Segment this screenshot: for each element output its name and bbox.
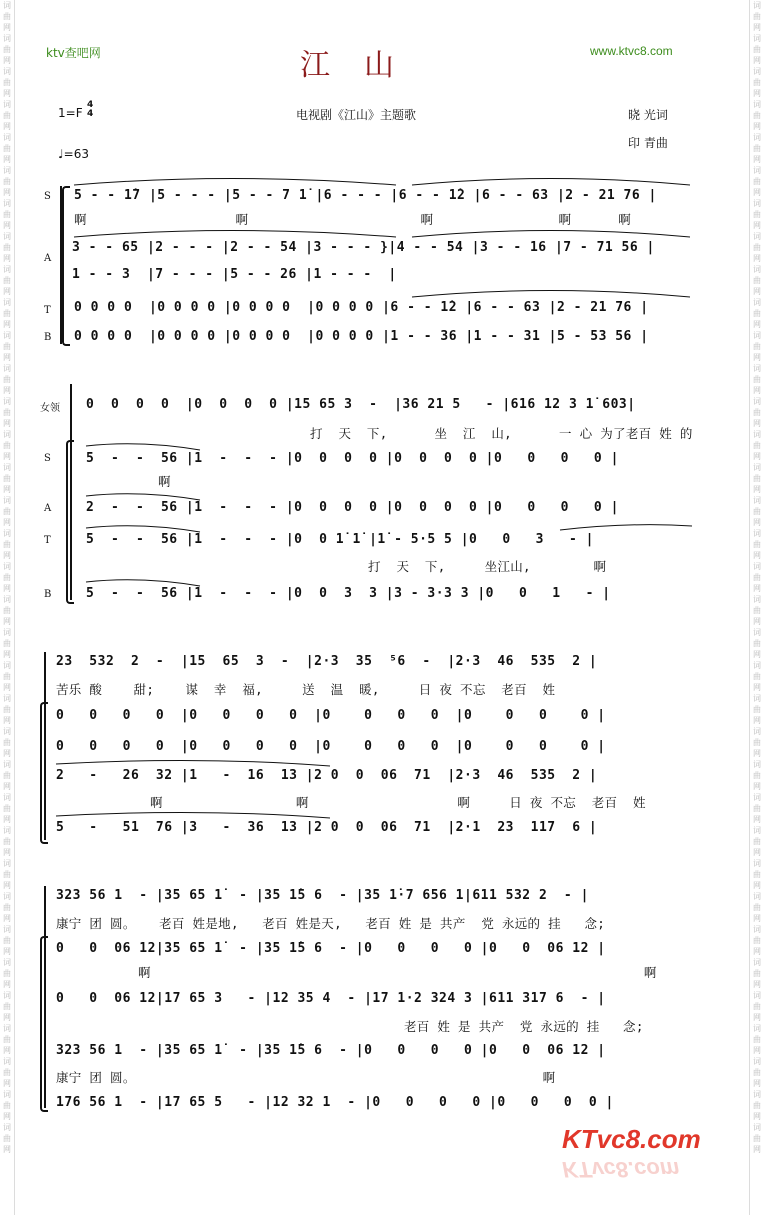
voice-label-a2: A (44, 503, 52, 514)
tempo-marking: ♩=63 (58, 147, 89, 161)
lyricist: 晓 光词 (628, 108, 668, 122)
system1-bracket (62, 186, 70, 346)
voice-label-s2: S (44, 453, 51, 464)
voice-label-s1: S (44, 191, 51, 202)
slur (412, 179, 690, 186)
voice-label-lead2: 女领 (40, 403, 60, 414)
system1-alto-upper-notes: 3 - - 65 |2 - - - |2 - - 54 |3 - - - }|4 - - 54 |3 - - 16 |7 - 71 56 | (72, 240, 655, 255)
site-url-right: www.ktvc8.com (590, 44, 673, 58)
system3-lead-lyric: 苦乐 酸 甜; 谋 幸 福, 送 温 暖, 日 夜 不忘 老百 姓 (56, 682, 556, 697)
slur (412, 231, 690, 238)
system4-bass-notes: 176 56 1 - |17 65 5 - |12 32 1 - |0 0 0 0 |0 0 0 0 | (56, 1095, 614, 1110)
system1-tenor-notes: 0 0 0 0 |0 0 0 0 |0 0 0 0 |0 0 0 0 |6 - - 1̇2 |6 - - 63 |2 - 21 76 | (74, 300, 649, 315)
system4-bracket (40, 936, 48, 1112)
system2-bracket (66, 440, 74, 604)
voice-label-t2: T (44, 535, 51, 546)
slur (86, 444, 200, 450)
time-signature-bottom: 4 (87, 109, 94, 119)
system3-bracket (40, 702, 48, 844)
system3-tenor-notes: 2 - 26 32 |1 - 16 13 |2 0 0 06 71 |2·3 46 535 2 | (56, 768, 598, 783)
system4-alto-lyric: 老百 姓 是 共产 党 永远的 挂 念; (404, 1019, 644, 1034)
system4-lead-lyric: 康宁 团 圆。 老百 姓是地, 老百 姓是天, 老百 姓 是 共产 党 永远的 挂 念; (56, 916, 606, 931)
voice-label-t1: T (44, 305, 51, 316)
system1-bass-notes: 0 0 0 0 |0 0 0 0 |0 0 0 0 |0 0 0 0 |1 - - 36 |1 - - 31 |5 - 53 56 | (74, 329, 649, 344)
subtitle: 电视剧《江山》主题歌 (296, 108, 417, 122)
slur (560, 525, 692, 530)
voice-label-b2: B (44, 589, 52, 600)
system1-alto-lower-notes: 1 - - 3 |7 - - - |5 - - 26 |1 - - - | (72, 267, 397, 282)
system3-lead-notes: 23 532 2 - |15 65 3 - |2·3 35 ⁵6 - |2·3 46 535 2 | (56, 654, 598, 669)
slur (56, 760, 330, 766)
system2-bass-notes: 5 - - 56 |1 - - - |0 0 3 3 |3 - 3·3 3 |0 0 1 - | (86, 586, 611, 601)
system2-soprano-lyric: 啊 (158, 474, 171, 489)
system2-soprano-notes: 5 - - 56 |1 - - - |0 0 0 0 |0 0 0 0 |0 0 0 0 | (86, 451, 619, 466)
system4-soprano-notes: 0 0 06 12|35 65 1̇ - |35 1̇5 6 - |0 0 0 0 |0 0 06 12 | (56, 941, 606, 956)
ktvc8-logo: KTvc8.com (562, 1124, 701, 1154)
system4-tenor-lyric: 康宁 团 圆。 啊 (56, 1070, 556, 1085)
system2-lead-lyric: 打 天 下, 坐 江 山, 一 心 为了老百 姓 的 (310, 426, 693, 441)
time-signature-top: 4 (87, 100, 94, 110)
system4-soprano-lyric: 啊 啊 (138, 965, 657, 980)
site-name-left: ktv查吧网 (46, 46, 101, 60)
right-border-watermark: 词曲网词曲网词曲网词曲网词曲网词曲网词曲网词曲网词曲网词曲网词曲网词曲网词曲网词曲网词曲网词曲网词曲网词曲网词曲网词曲网词曲网词曲网词曲网词曲网词曲网词曲网词曲网词曲网词曲网词曲网词曲网词曲网词曲网词曲网词曲网 (749, 0, 764, 1215)
system3-alto-notes: 0 0 0 0 |0 0 0 0 |0 0 0 0 |0 0 0 0 | (56, 739, 606, 754)
system2-alto-notes: 2 - - 56 |1 - - - |0 0 0 0 |0 0 0 0 |0 0 0 0 | (86, 500, 619, 515)
system2-lead-notes: 0 0 0 0 |0 0 0 0 |15 65 3 - |36 21 5 - |616 12 3 1̇ 603| (86, 397, 636, 412)
system3-soprano-notes: 0 0 0 0 |0 0 0 0 |0 0 0 0 |0 0 0 0 | (56, 708, 606, 723)
system1-soprano-notes: 5 - - 1̇7 |5 - - - |5 - - 7 1̇ |6 - - - |6 - - 1̇2 |6 - - 63 |2 - 21 76 | (74, 188, 657, 203)
slur (74, 231, 396, 238)
system4-tenor-notes: 323 56 1 - |35 65 1̇ - |35 1̇5 6 - |0 0 0 0 |0 0 06 12 | (56, 1043, 606, 1058)
system1-soprano-lyric: 啊 啊 啊 啊 啊 (74, 212, 632, 227)
key-signature: 1=F (58, 106, 83, 120)
composer: 印 青曲 (628, 136, 668, 150)
system3-tenor-lyric: 啊 啊 啊 日 夜 不忘 老百 姓 (150, 795, 646, 810)
system2-tenor-notes: 5 - - 56 |1 - - - |0 0 1̇ 1̇ |1̇ - 5·5 5 |0 0 3 - | (86, 532, 594, 547)
left-border-watermark: 词曲网词曲网词曲网词曲网词曲网词曲网词曲网词曲网词曲网词曲网词曲网词曲网词曲网词曲网词曲网词曲网词曲网词曲网词曲网词曲网词曲网词曲网词曲网词曲网词曲网词曲网词曲网词曲网词曲网词曲网词曲网词曲网词曲网词曲网词曲网 (0, 0, 15, 1215)
system3-bass-notes: 5 - 51 76 |3 - 36 13 |2 0 0 06 71 |2·1 23 117 6 | (56, 820, 598, 835)
voice-label-b1: B (44, 332, 52, 343)
slur (56, 812, 330, 818)
system2-tenor-lyric: 打 天 下, 坐江山, 啊 (368, 559, 607, 574)
ktvc8-logo-reflection: KTvc8.com (562, 1157, 680, 1182)
slur (74, 179, 396, 186)
system4-alto-notes: 0 0 06 12|17 65 3 - |12 35 4 - |17 1·2 324 3 |611 317 6 - | (56, 991, 606, 1006)
voice-label-a1: A (44, 253, 52, 264)
slur (412, 291, 690, 298)
system4-lead-notes: 323 56 1 - |35 65 1̇ - |35 1̇5 6 - |35 1̇·7 656 1|611 532 2 - | (56, 888, 589, 903)
song-title: 江山 (300, 48, 428, 83)
time-signature (87, 101, 93, 119)
